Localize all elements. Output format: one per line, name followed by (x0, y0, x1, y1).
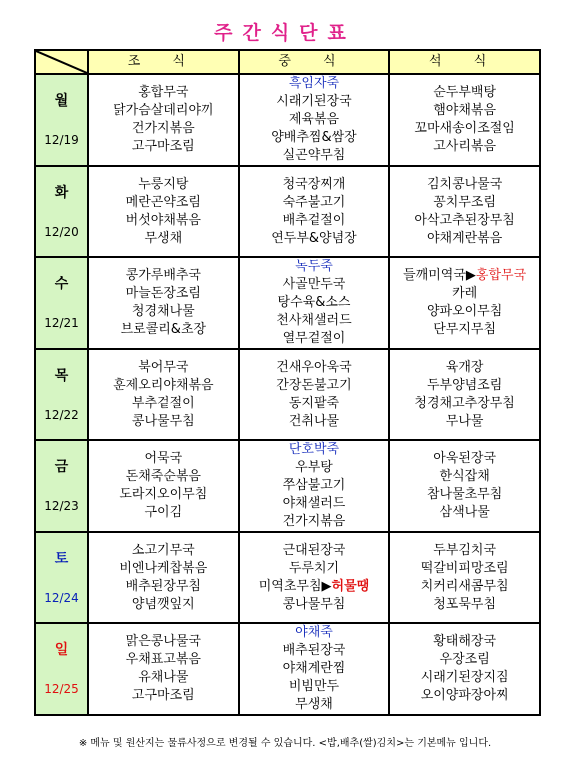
dinner-cell (389, 74, 540, 166)
menu-item: 열무겉절이 (282, 331, 346, 346)
day-cell (35, 74, 88, 166)
menu-item: 배추겉절이 (282, 212, 346, 228)
menu-item: 콩가루배추국 (125, 268, 201, 283)
diagonal-line (36, 51, 87, 73)
menu-item: 도라지오이무침 (119, 487, 208, 502)
menu-item: 소고기무국 (131, 542, 195, 558)
day-row-mon (35, 74, 540, 166)
menu-item: 치커리새콤무침 (420, 578, 509, 594)
menu-item: 돈채죽순볶음 (125, 469, 201, 484)
menu-item: 야채계란볶음 (426, 230, 503, 246)
menu-item: 누룽지탕 (138, 176, 189, 192)
lunch-cell (239, 349, 390, 440)
menu-item: 건가지볶음 (131, 121, 195, 136)
breakfast-cell (88, 257, 239, 349)
menu-item: 콩나물무침 (282, 596, 346, 612)
menu-item: 두부김치국 (433, 542, 497, 558)
day-date: 12/25 (44, 682, 79, 696)
menu-item: 맑은콩나물국 (125, 634, 201, 649)
menu-item: 양파오이무침 (426, 304, 503, 319)
day-cell (35, 349, 88, 440)
menu-item: 양배추찜&쌈장 (271, 130, 357, 145)
menu-item: 황태해장국 (433, 634, 497, 649)
menu-item: 오이양파장아찌 (420, 688, 509, 703)
menu-item: 탕수육&소스 (277, 295, 351, 310)
menu-item: 닭가슴살데리야끼 (113, 103, 214, 118)
porridge-item: 야채죽 (295, 625, 333, 640)
menu-item: 숙주불고기 (282, 194, 346, 210)
day-date: 12/21 (44, 316, 79, 330)
menu-item: 두루치기 (288, 560, 340, 576)
day-name: 토 (54, 550, 69, 567)
day-name: 수 (54, 276, 69, 292)
day-name: 금 (54, 459, 69, 475)
breakfast-cell (88, 532, 239, 623)
lunch-cell (239, 623, 390, 715)
lunch-cell (239, 166, 390, 257)
footnote: ※ 메뉴 및 원산지는 물류사정으로 변경될 수 있습니다. <밥,배추(쌀)김치>는 기본메뉴 입니다. (78, 738, 492, 749)
original-dish: 미역초무침▶ (258, 578, 332, 594)
menu-item: 김치콩나물국 (426, 176, 503, 192)
menu-item: 간장돈불고기 (276, 377, 352, 393)
breakfast-cell (88, 166, 239, 257)
menu-item: 건취나물 (288, 413, 340, 429)
original-dish: 들깨미역국▶ (403, 268, 476, 283)
day-name: 월 (54, 93, 69, 109)
menu-item: 메란곤약조림 (125, 194, 201, 210)
breakfast-cell (88, 349, 239, 440)
menu-item: 구이김 (144, 505, 183, 520)
day-name: 목 (54, 367, 69, 384)
menu-item: 어묵국 (144, 451, 183, 466)
menu-item-substitution (390, 267, 539, 285)
menu-item: 비엔나케찹볶음 (119, 560, 208, 576)
menu-item: 천사채샐러드 (276, 313, 352, 328)
day-cell (35, 257, 88, 349)
day-date: 12/22 (44, 407, 79, 422)
menu-item: 우채표고볶음 (125, 652, 201, 667)
menu-item: 단무지무침 (433, 322, 497, 337)
porridge-item: 단호박죽 (288, 442, 340, 457)
day-row-wed (35, 257, 540, 349)
menu-item: 아욱된장국 (433, 451, 497, 466)
menu-item: 육개장 (445, 359, 484, 375)
day-row-sun (35, 623, 540, 715)
menu-item: 햄야채볶음 (433, 103, 497, 118)
menu-item: 무생채 (144, 230, 183, 246)
day-date: 12/23 (44, 499, 79, 513)
menu-item: 건가지볶음 (282, 514, 346, 529)
lunch-cell (239, 257, 390, 349)
menu-item: 마늘돈장조림 (125, 286, 201, 301)
menu-item: 양념깻잎지 (131, 596, 195, 612)
dinner-cell (389, 623, 540, 715)
day-cell (35, 623, 88, 715)
menu-item: 배추된장국 (282, 643, 346, 658)
breakfast-cell (88, 74, 239, 166)
menu-item: 사골만두국 (282, 277, 346, 292)
porridge-item: 녹두죽 (295, 259, 333, 274)
menu-item: 배추된장무침 (125, 578, 201, 594)
day-row-fri (35, 440, 540, 532)
menu-item: 고구마조림 (131, 688, 195, 703)
menu-item: 청경채고추장무침 (414, 395, 515, 411)
day-name: 화 (54, 184, 69, 201)
menu-item: 홍합무국 (138, 85, 189, 100)
dinner-cell (389, 349, 540, 440)
menu-item: 아삭고추된장무침 (414, 212, 515, 228)
menu-item: 비빔만두 (288, 679, 340, 694)
weekly-menu-table (34, 49, 541, 716)
header-lunch: 중 식 (239, 50, 390, 74)
menu-item: 쭈삼불고기 (282, 478, 346, 493)
dinner-cell (389, 440, 540, 532)
menu-item: 동지팥죽 (288, 395, 340, 411)
menu-item: 훈제오리야채볶음 (113, 377, 214, 393)
day-date: 12/19 (44, 133, 79, 147)
menu-item: 참나물초무침 (426, 487, 503, 502)
menu-item: 순두부백탕 (433, 85, 497, 100)
menu-item: 건새우아욱국 (276, 359, 352, 375)
lunch-cell (239, 532, 390, 623)
porridge-item: 흑임자죽 (288, 76, 340, 91)
menu-item: 우부탕 (295, 460, 333, 475)
menu-item: 야채샐러드 (282, 496, 346, 511)
menu-item: 청국장찌개 (282, 176, 346, 192)
substitute-dish: 홍합무국 (475, 268, 527, 283)
menu-item: 제육볶음 (288, 112, 340, 127)
menu-item: 콩나물무침 (131, 413, 195, 429)
menu-item: 브로콜리&초장 (120, 322, 207, 337)
menu-item: 삼색나물 (439, 505, 490, 520)
day-row-sat (35, 532, 540, 623)
header-breakfast: 조 식 (88, 50, 239, 74)
page-title: 주간식단표 (214, 22, 356, 44)
menu-item: 실곤약무침 (282, 148, 346, 163)
corner-cell (35, 50, 88, 74)
menu-item: 부추겉절이 (131, 395, 195, 411)
menu-item: 우장조림 (439, 652, 490, 667)
menu-item: 근대된장국 (282, 542, 346, 558)
lunch-cell (239, 74, 390, 166)
menu-item: 야채계란찜 (282, 661, 346, 676)
menu-item-substitution (240, 578, 389, 596)
menu-item: 연두부&양념장 (271, 230, 357, 246)
menu-item: 떡갈비피망조림 (420, 560, 509, 576)
dinner-cell (389, 166, 540, 257)
menu-item: 유채나물 (138, 670, 189, 685)
day-cell (35, 532, 88, 623)
day-date: 12/20 (44, 224, 79, 239)
menu-item: 버섯야채볶음 (125, 212, 201, 228)
day-row-tue (35, 166, 540, 257)
dinner-cell (389, 257, 540, 349)
menu-item: 시래기된장국 (276, 94, 352, 109)
menu-item: 북어무국 (138, 359, 189, 375)
menu-item: 무나물 (445, 413, 484, 429)
menu-item: 고구마조림 (131, 139, 195, 154)
breakfast-cell (88, 623, 239, 715)
menu-item: 청포묵무침 (433, 596, 497, 612)
menu-item: 카레 (452, 286, 478, 301)
dinner-cell (389, 532, 540, 623)
header-dinner: 석 식 (389, 50, 540, 74)
day-name: 일 (54, 642, 69, 658)
menu-item: 한식잡채 (439, 469, 490, 484)
day-cell (35, 166, 88, 257)
header-row (35, 50, 540, 74)
menu-item: 두부양념조림 (426, 377, 503, 393)
menu-item: 청경채나물 (131, 304, 195, 319)
substitute-dish: 허물땡 (331, 578, 370, 594)
menu-item: 무생채 (295, 697, 333, 712)
breakfast-cell (88, 440, 239, 532)
day-date: 12/24 (44, 590, 79, 605)
day-cell (35, 440, 88, 532)
menu-item: 고사리볶음 (433, 139, 497, 154)
menu-item: 시래기된장지짐 (420, 670, 509, 685)
lunch-cell (239, 440, 390, 532)
menu-item: 꼬마새송이조절임 (414, 121, 515, 136)
day-row-thu (35, 349, 540, 440)
menu-item: 꽁치무조림 (433, 194, 497, 210)
